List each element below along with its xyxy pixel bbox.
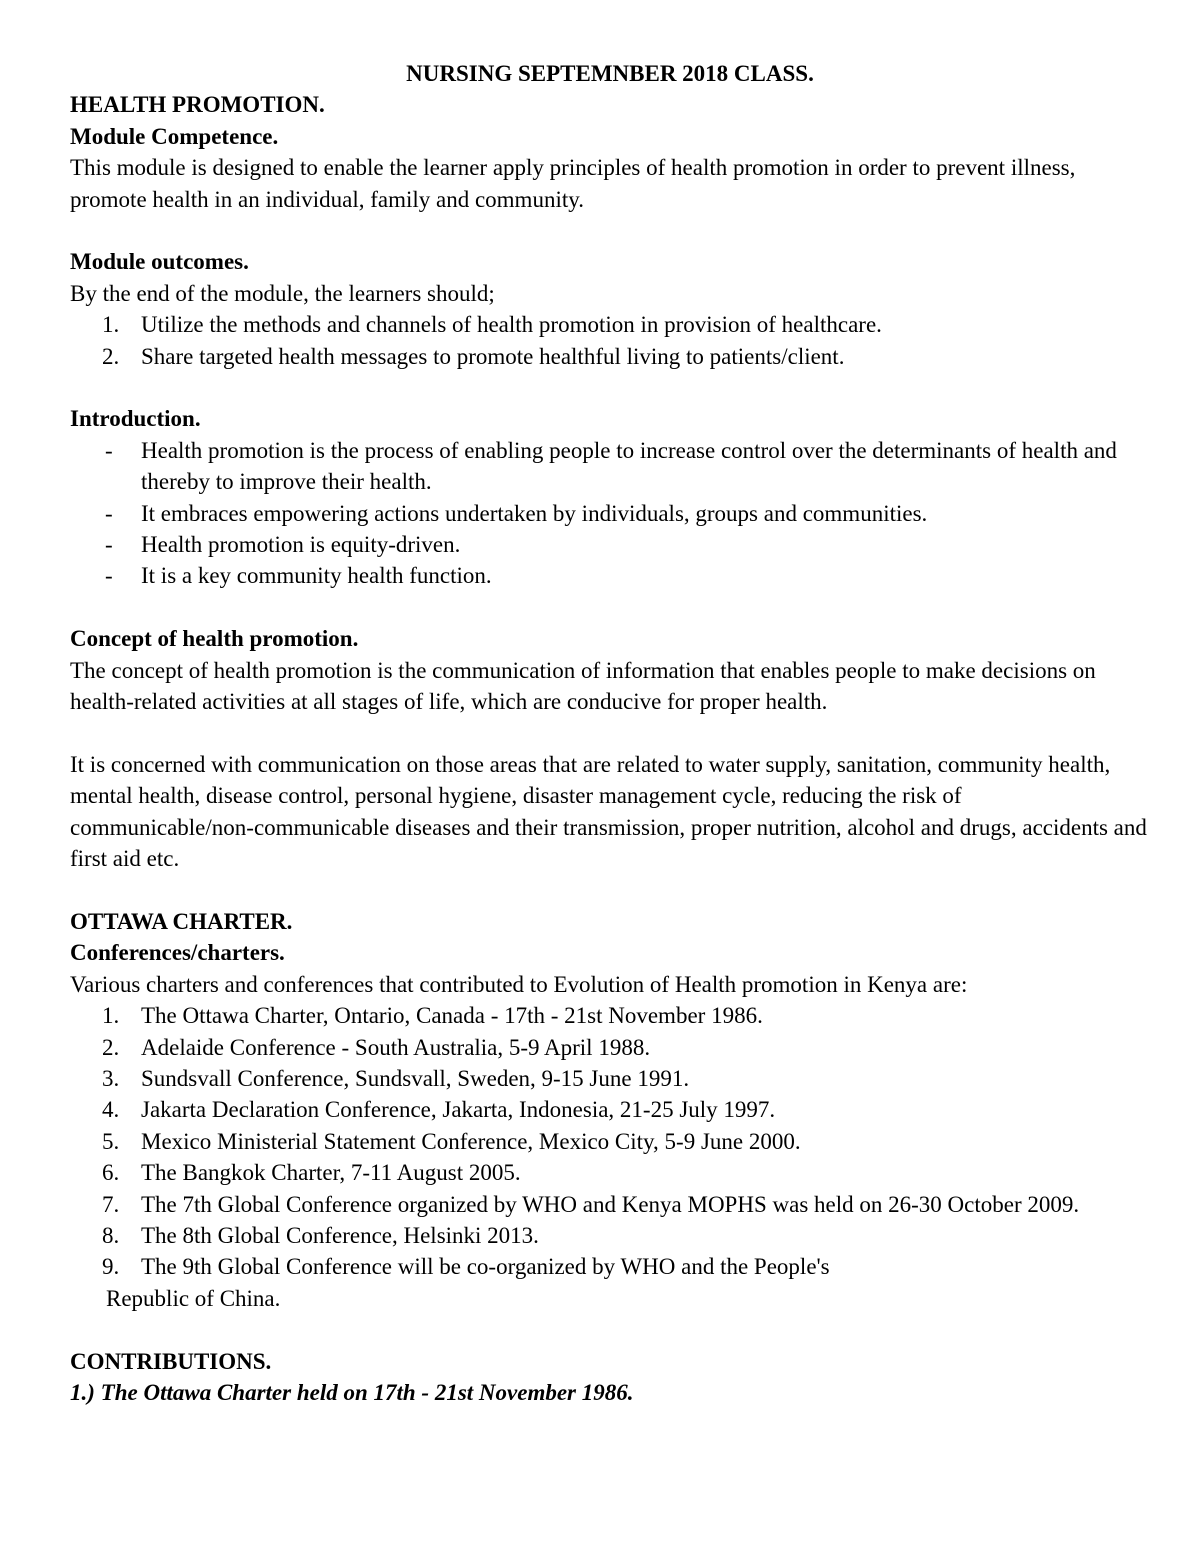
introduction-heading: Introduction. [70,406,201,432]
list-item-text: The Bangkok Charter, 7-11 August 2005. [141,1160,521,1186]
competence-heading: Module Competence. [70,123,279,149]
list-item-text: Jakarta Declaration Conference, Jakarta, Indonesia, 21-25 July 1997. [141,1097,776,1123]
list-item-text: Share targeted health messages to promote healthful living to patients/client. [141,343,845,369]
list-item [70,1000,1150,1031]
list-item-text: Health promotion is equity-driven. [141,532,461,558]
list-item [70,309,1150,340]
list-item-text: Health promotion is the process of enabling people to increase control over the determinants of health and thereby to improve their health. [141,437,1117,495]
list-item [70,1251,1150,1282]
list-item-text: It embraces empowering actions undertaken by individuals, groups and communities. [141,500,928,526]
list-item [70,341,1150,372]
spacer [70,592,1150,623]
list-item-text: Adelaide Conference - South Australia, 5-9 April 1988. [141,1034,651,1060]
unit-title: HEALTH PROMOTION. [70,92,325,118]
list-item [70,1189,1150,1220]
dash-bullet: - [105,500,113,526]
ottawa-heading: OTTAWA CHARTER. [70,908,293,934]
list-number: 5. [102,1128,120,1154]
list-item [70,1157,1150,1188]
list-item [70,1094,1150,1125]
class-title: NURSING SEPTEMNBER 2018 CLASS. [406,61,814,86]
list-number: 2. [102,343,120,369]
list-item-text: The 7th Global Conference organized by WHO and Kenya MOPHS was held on 26-30 October 2009. [141,1191,1080,1217]
list-number: 1. [102,312,120,338]
list-number: 8. [102,1222,120,1248]
list-item [70,1063,1150,1094]
conferences-subheading: Conferences/charters. [70,940,285,966]
list-number: 7. [102,1191,120,1217]
spacer [70,215,1150,246]
list-item-text: The 8th Global Conference, Helsinki 2013. [141,1222,539,1248]
list-item-text: The Ottawa Charter, Ontario, Canada - 17th - 21st November 1986. [141,1003,763,1029]
list-item-continuation: Republic of China. [106,1285,281,1311]
contributions-first-item: 1.) The Ottawa Charter held on 17th - 21st November 1986. [70,1379,634,1405]
competence-text: This module is designed to enable the learner apply principles of health promotion in order to prevent illness, promote health in an individual, family and community. [70,155,1076,212]
dash-bullet: - [105,437,113,463]
conferences-intro: Various charters and conferences that contributed to Evolution of Health promotion in Kenya are: [70,971,968,997]
concept-paragraph-2: It is concerned with communication on those areas that are related to water supply, sanitation, community health, mental health, disease control, personal hygiene, disaster management cycle, reducing the risk of communicable/non-communicable diseases and their transmission, proper nutrition, alcohol and drugs, accidents and first aid etc. [70,751,1147,872]
concept-heading: Concept of health promotion. [70,626,359,652]
concept-paragraph-1: The concept of health promotion is the communication of information that enables people to make decisions on health-related activities at all stages of life, which are conducive for proper health. [70,657,1096,715]
list-item [70,560,1150,591]
list-number: 1. [102,1003,120,1029]
list-item [70,529,1150,560]
list-number: 9. [102,1254,120,1280]
outcomes-heading: Module outcomes. [70,249,249,275]
outcomes-intro: By the end of the module, the learners should; [70,280,495,306]
list-item [70,435,1150,498]
list-item [70,1126,1150,1157]
list-item [70,1220,1150,1251]
spacer [70,372,1150,403]
dash-bullet: - [105,563,113,589]
conferences-list [70,1000,1150,1283]
introduction-list [70,435,1150,592]
list-number: 4. [102,1097,120,1123]
list-item [70,498,1150,529]
dash-bullet: - [105,532,113,558]
list-item-text: It is a key community health function. [141,563,492,589]
list-item-text: Mexico Ministerial Statement Conference, Mexico City, 5-9 June 2000. [141,1128,801,1154]
spacer [70,875,1150,906]
list-number: 3. [102,1065,120,1091]
list-item-text: Utilize the methods and channels of health promotion in provision of healthcare. [141,312,882,338]
list-item [70,1032,1150,1063]
outcomes-list [70,309,1150,372]
list-item-text: Sundsvall Conference, Sundsvall, Sweden, 9-15 June 1991. [141,1065,690,1091]
list-number: 6. [102,1160,120,1186]
list-item-text: The 9th Global Conference will be co-organized by WHO and the People's [141,1254,830,1280]
contributions-heading: CONTRIBUTIONS. [70,1348,272,1374]
spacer [70,717,1150,748]
spacer [70,1314,1150,1345]
list-number: 2. [102,1034,120,1060]
